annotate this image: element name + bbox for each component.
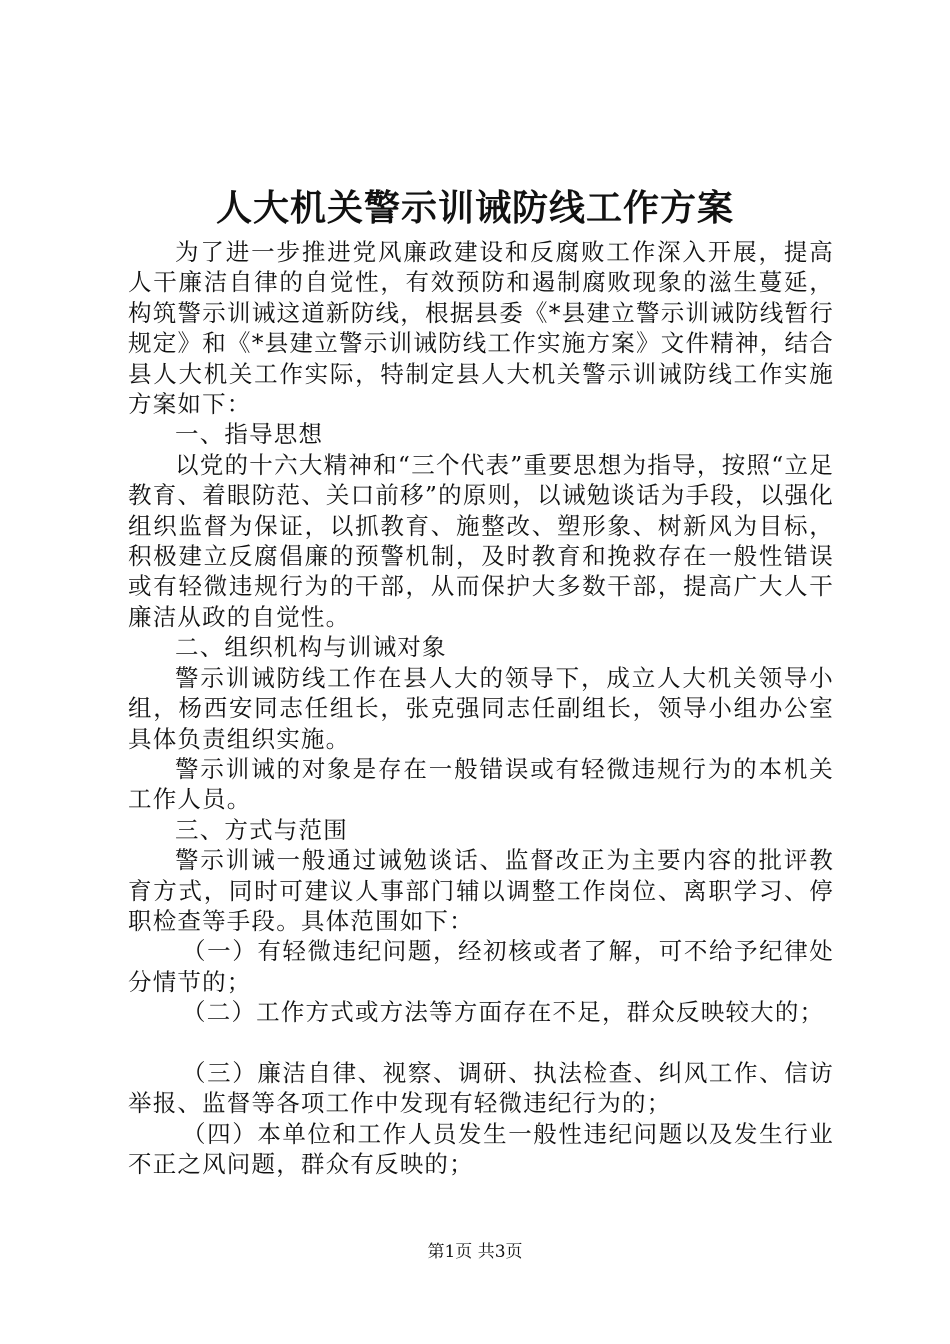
body-paragraph: 警示训诫的对象是存在一般错误或有轻微违规行为的本机关工作人员。	[128, 754, 834, 814]
intro-paragraph: 为了进一步推进党风廉政建设和反腐败工作深入开展，提高人干廉洁自律的自觉性，有效预防和遏制腐败现象的滋生蔓延，构筑警示训诫这道新防线，根据县委《*县建立警示训诫防线暂行规定》和《*县建立警示训诫防线工作实施方案》文件精神，结合县人大机关工作实际，特制定县人大机关警示训诫防线工作实施方案如下：	[128, 238, 834, 419]
list-item: （四）本单位和工作人员发生一般性违纪问题以及发生行业不正之风问题，群众有反映的；	[128, 1119, 834, 1179]
body-paragraph: 警示训诫防线工作在县人大的领导下，成立人大机关领导小组，杨西安同志任组长，张克强同志任副组长，领导小组办公室具体负责组织实施。	[128, 663, 834, 753]
list-item: （二）工作方式或方法等方面存在不足，群众反映较大的；	[182, 998, 825, 1027]
document-title: 人大机关警示训诫防线工作方案	[215, 187, 734, 229]
section-heading: 一、指导思想	[175, 420, 324, 449]
section-heading: 三、方式与范围	[175, 815, 348, 844]
section-heading: 二、组织机构与训诫对象	[175, 633, 447, 662]
body-paragraph: 以党的十六大精神和“三个代表”重要思想为指导，按照“立足教育、着眼防范、关口前移”的原则，以诫勉谈话为手段，以强化组织监督为保证，以抓教育、施整改、塑形象、树新风为目标，积极建立反腐倡廉的预警机制，及时教育和挽救存在一般性错误或有轻微违规行为的干部，从而保护大多数干部，提高广大人干廉洁从政的自觉性。	[128, 450, 834, 631]
document-body	[128, 237, 834, 1180]
list-item: （一）有轻微违纪问题，经初核或者了解，可不给予纪律处分情节的；	[128, 937, 834, 996]
body-paragraph: 警示训诫一般通过诫勉谈话、监督改正为主要内容的批评教育方式，同时可建议人事部门辅以调整工作岗位、离职学习、停职检查等手段。具体范围如下：	[128, 846, 834, 935]
list-item: （三）廉洁自律、视察、调研、执法检查、纠风工作、信访举报、监督等各项工作中发现有轻微违纪行为的；	[128, 1058, 834, 1118]
page-number: 第1页 共3页	[427, 1242, 523, 1262]
